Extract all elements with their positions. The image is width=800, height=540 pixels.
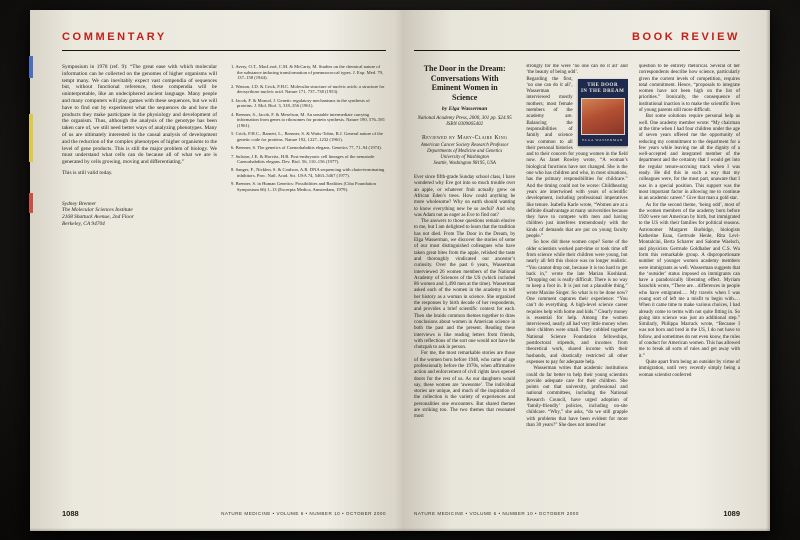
review-paragraph: Wasserman writes that academic institutions could do far better to help their young scientists provide adequate care for their children. She points out that university, professional and national committees, including the National Research Council, have urged adoption of ‘family-friendly’ policies, including on-site childcare. “Why,” she asks, “do we still grapple with problems that have been evident for more than 30 years?” She does not intend her — [526, 366, 628, 428]
review-paragraph: As for the second theme, ‘being odd’, most of the women members of the academy born before 1920 were not American by birth, but immigrated to the US with their families for political reasons. Astronomer Margaret Burbidge, biologists Katherine Esau, Gertrude Henle, Rita Levi-Montalcini, Berta Scharrer and Salome Waelsch, and physicists Gertrude Goldhaber and C.S. Wu form this remarkable group. A disproportionate number of younger women academy members were immigrants as well. Wasserman suggests that the ‘outsider’ status imposed on immigrants can have a paradoxically liberating effect. Myriam Sarachik wrote, “There are…differences in people who have emigrated.… My travels when I was young sort of left me a misfit to begin with.…When it came time to make various choices, I had already come to terms with not quite fitting in. So going into science was just an additional step.” Similarly, Philippa Marrack wrote, “Because I was not born and bred in the US, I do not have to follow, and sometimes do not even know, the rules of conduct for American women. This has allowed me to break all sorts of rules and get away with it.” — [638, 202, 740, 359]
review-columns — [414, 64, 740, 495]
review-paragraph: Ever since fifth-grade Sunday school class, I have wondered why Eve got into so much trouble over an apple, or whatever fruit actually grew on African Eden’s trees. How could anything be more wholesome? Why on earth should wanting to know everything new be so awful? And why was Adam not as eager as Eve to find out? — [414, 175, 516, 218]
commentary-closing-line: This is still valid today. — [62, 169, 113, 176]
journal-footer-right: NATURE MEDICINE • VOLUME 6 • NUMBER 10 • OCTOBER 2000 — [414, 511, 579, 516]
reference-item: 7. Sulston, J.E. & Horvitz, H.R. Post-embryonic cell lineages of the nematode Caenorhabditis elegans. Dev. Biol. 56, 110–156 (1977). — [231, 153, 375, 165]
reference-item: 8. Sanger, F., Nicklen, S. & Coulson, A.R. DNA sequencing with chain-terminating inhibitors. Proc. Natl. Acad. Sci. USA 74, 5463–5467 (1977). — [231, 167, 385, 179]
reference-item: 1. Avery, O.T., MacLeod, C.M. & McCarty, M. Studies on the chemical nature of the substance inducing transformation of pneumococcal types. J. Exp. Med. 79, 137–158 (1944). — [231, 64, 384, 81]
commentary-text-column — [62, 64, 217, 493]
book-title-block — [414, 64, 515, 167]
book-cover-image — [578, 79, 628, 147]
journal-footer-left: NATURE MEDICINE • VOLUME 6 • NUMBER 10 • OCTOBER 2000 — [221, 511, 386, 516]
review-column-1 — [414, 64, 515, 495]
book-title-line: The Door in the Dream: — [423, 64, 506, 73]
book-isbn: ISBN 0309065402 — [446, 121, 484, 127]
section-label-commentary: COMMENTARY — [62, 31, 167, 43]
author-street: 2168 Shattuck Avenue, 2nd Floor — [62, 213, 134, 220]
review-paragraph: The answers to those questions remain elusive to me, but I am delighted to learn that the tradition has not died. From The Door in the Dream, by Elga Wasserman, we discover the stories of some of our most distinguished colleagues who have taken great bites from the apple, relished the taste and thoroughly vindicated our ancestor’s curiosity. Over the past 6 years, Wasserman interviewed 26 women members of the National Academy of Sciences of the US (which included 86 women and 1,490 men at the time). Wasserman asked each of the women in the academy to tell her history as a woman in science. She organized the responses by birth decade of her respondents, and provides a brief scientific context for each. Then she braids common themes together to draw conclusions about women in American science in both the past and the present. Reading these interviews is like reading letters from friends, with reflections of the sort one would not have the chutzpah to ask in person. — [414, 219, 516, 351]
page-number-right: 1089 — [723, 509, 740, 518]
review-column-3 — [639, 64, 740, 495]
author-name: Sydney Brenner — [62, 200, 97, 207]
review-column-2 — [526, 64, 627, 495]
review-paragraph: question to be entirely rhetorical. Several of her correspondents describe how science, particularly given the current levels of competition, requires total commitment. Hence, “proposals to integrate women have not been high on the list of priorities.” Ironically, the consequence of institutional inaction is to make the scientific lives of young parents still more difficult. — [638, 64, 740, 114]
book-title-line: Eminent Women in — [431, 83, 498, 93]
header-rule — [62, 50, 386, 51]
review-paragraph: For me, the most remarkable stories are those of the women born before 1940, who came of age professionally before the 1970s, when affirmative action and enforcement of civil rights laws opened doors for the rest of us. As our daughters would say, these women are ‘awesome’. The individual stories are unique, and much of the inspiration of the collection is the variety of experiences and personalities one encounters. But shared themes are striking too. The two themes that resonated most — [414, 351, 516, 420]
page-edge-shading — [30, 528, 770, 531]
author-city: Berkeley, CA 94704 — [62, 220, 105, 227]
reference-item: 4. Brenner, S., Jacob, F. & Meselson, M. An unstable intermediate carrying information from genes to ribosomes for protein synthesis. Nature 190, 576–581 (1961). — [231, 111, 385, 128]
references-column — [231, 64, 386, 493]
book-author-byline: by Elga Wasserman — [441, 105, 488, 112]
review-paragraph: Quite apart from being an outsider by virtue of immigration, until very recently simply being a woman scientist conferred — [638, 359, 740, 378]
header-rule — [414, 50, 740, 51]
book-cover-artwork — [581, 98, 625, 135]
reference-item: 3. Jacob, F. & Monod, J. Genetic regulatory mechanisms in the synthesis of proteins. J. Mol. Biol. 3, 318–356 (1961). — [231, 97, 370, 109]
reference-list — [231, 64, 386, 193]
left-page — [30, 10, 400, 531]
book-cover-title — [581, 83, 625, 95]
right-page — [400, 10, 770, 531]
book-publisher-info: National Academy Press, 2000, 301 pp. $24.95 — [417, 115, 512, 121]
book-cover-author: ELGA WASSERMAN — [582, 138, 624, 143]
reviewer-affiliation — [414, 143, 515, 167]
review-paragraph: Regarding the first, ‘no one can do it all’, Wasserman interviewed mostly mothers; most female members of the academy are. Balancing the responsibilities of family and science was common to all their personal histories and to their concern for young women in the field now. As Janet Rowley wrote, “A woman’s biological functions have not changed. She is the one who has children and who, in most situations, has the primary responsibilities for childcare.” And the timing could not be worse: Childbearing years are intertwined with years of scientific development, including professional imperatives like tenure. Isabella Karle wrote, “Women are at a definite disadvantage at many universities because they have to compete with men and having children just interferes tremendously with the kinds of demands that are put on young faculty people.” — [526, 76, 628, 240]
section-label-book-review: BOOK REVIEW — [631, 31, 740, 43]
reference-item: 9. Brenner, S. in Human Genetics: Possibilities and Realities (Ciba Foundation Symposium 66) 1–13 (Excerpta Medica, Amsterdam, 1979). — [231, 181, 376, 193]
affiliation-line: Seattle, Washington 98195, USA — [433, 161, 496, 167]
review-paragraph: strongly for me were ‘no one can do it all’ and ‘the beauty of being odd’. — [526, 64, 628, 76]
book-cover — [578, 79, 628, 147]
book-title-line: Conversations With — [430, 73, 499, 83]
review-paragraph: So how did these women cope? Some of the older scientists worked part-time or took time off from science while their children were young, but nearly all felt this choice was no longer realistic. “You cannot drop out, because it is too hard to get back in,” wrote the late Marian Koshland. “Dropping out is really difficult. There is no way to keep a foot in. It is just not a plausible thing,” wrote Maxine Singer. So what is to be done now? One comment captures their experience: “You can’t do everything. A high-level science career requires help with home and kids.” Clearly money is essential for help. Among the women interviewed, nearly all had very little money when their children were small. They cobbled together National Science Foundation fellowships, postdoctoral stipends, and incomes from theoretical work, shared income with their husbands, and drastically restricted all other expenses to pay for adequate help. — [526, 240, 628, 365]
book-cover-title-line: IN THE DREAM — [580, 88, 625, 94]
magazine-spread — [30, 10, 770, 531]
author-signature-block — [62, 201, 217, 227]
reviewer-credit: Reviewed by Mary-Claire King — [421, 134, 508, 141]
review-paragraph: But some solutions require personal help as well. One academy member wrote: “My chairman at the time when I had four children under the age of seven years offered me the opportunity of reducing my commitment to the department for a few years while leaving me all the dignity of a well-accepted and integrated member of the department and the certainty that I would get into the regular tenure-accruing track when I was ready. He did this in such a way that my colleagues were, for the most part, unaware that I was in a special position. This support was the most important factor in allowing me to continue in an academic career.” Give that man a gold star. — [638, 114, 740, 202]
reference-item: 5. Crick, F.H.C., Barnett, L., Brenner, S. & Watts-Tobin, R.J. General nature of the genetic code for proteins. Nature 192, 1227–1232 (1961). — [231, 131, 383, 142]
commentary-body — [62, 64, 217, 177]
page-edge-shading — [766, 10, 770, 531]
commentary-quote-paragraph: Symposium in 1978 (ref. 9): “The great ease with which molecular information can be collected on the genomes of higher organisms will tempt many. We can inevitably expect vast compendia of sequences but, without functional reference, these compendia will be uninterpretable, like an undeciphered ancient language. Many people and many computers will play games with these sequences, but we will have to find out by experiment what the sequences do and how the products they make participate in the physiology and development of the organism. Thus, although the analysis of the genotype has been taken care of, we still need better ways of analyzing phenotypes. Many of us are ultimately interested in the causal analysis of development and the reduction of the complex phenotypes of higher organisms to the level of gene products. This is still the major problem of biology. We must understand what cells can do because all of what we are is generated by cells growing, moving and differentiating.” — [62, 64, 217, 166]
affiliation-line: Departments of Medicine and Genetics — [427, 149, 503, 155]
reference-item: 6. Brenner, S. The genetics of Caenorhabditis elegans. Genetics 77, 71–94 (1974). — [231, 145, 382, 151]
book-cover-title-line: THE DOOR — [587, 82, 619, 88]
affiliation-line: University of Washington — [440, 155, 489, 161]
left-page-columns — [62, 64, 386, 493]
affiliation-line: American Cancer Society Research Professor — [420, 143, 509, 149]
reference-item: 2. Watson, J.D. & Crick, F.H.C. Molecular structure of nucleic acids: a structure for deoxyribose nucleic acid. Nature 171, 737–738 (1953). — [231, 83, 385, 95]
page-number-left: 1088 — [62, 509, 79, 518]
book-title-line: Science — [452, 92, 478, 102]
book-title — [414, 64, 515, 102]
author-institute: The Molecular Sciences Institute — [62, 207, 133, 214]
